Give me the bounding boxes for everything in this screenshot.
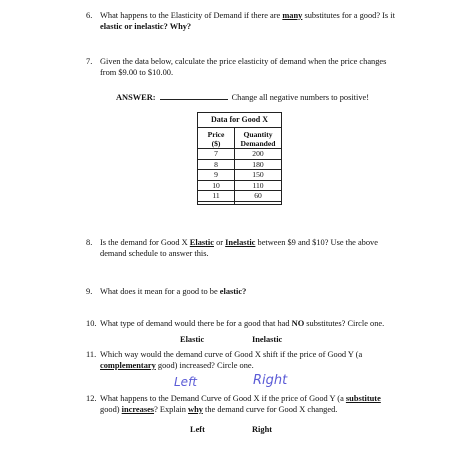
q9-emphasis: elastic? xyxy=(219,287,247,296)
table-row xyxy=(198,159,282,170)
q11-emphasis: complementary xyxy=(100,361,156,370)
question-9 xyxy=(86,286,246,297)
q10-emphasis: NO xyxy=(291,319,305,328)
q11-line1: Which way would the demand curve of Good X shift if the price of Good Y (a xyxy=(100,350,363,359)
q6-text-post: substitutes for a good? Is it xyxy=(302,11,395,20)
cell-qty: 60 xyxy=(235,191,282,202)
answer-blank[interactable] xyxy=(160,91,228,100)
header-quantity-line1: Quantity xyxy=(243,130,273,139)
q8-text-post: between $9 and $10? Use the above xyxy=(255,238,378,247)
q6-line2: elastic or inelastic? Why? xyxy=(100,22,192,31)
table-row-spacer xyxy=(198,201,282,204)
header-price-line1: Price xyxy=(207,130,225,139)
q12-number: 12. xyxy=(86,394,97,403)
q7-number: 7. xyxy=(86,57,93,66)
q6-emphasis: many xyxy=(282,11,303,20)
q7-line1: Given the data below, calculate the price elasticity of demand when the price changes xyxy=(100,57,387,66)
q8-inelastic: Inelastic xyxy=(225,238,256,247)
q10-choice-inelastic[interactable]: Inelastic xyxy=(252,335,283,344)
cell-qty: 150 xyxy=(235,170,282,181)
q6-text-pre: What happens to the Elasticity of Demand if there are xyxy=(100,11,283,20)
q8-number: 8. xyxy=(86,238,93,247)
header-quantity-line2: Demanded xyxy=(240,139,276,148)
handwritten-right: Right xyxy=(253,373,288,388)
question-11 xyxy=(86,349,362,371)
q8-elastic: Elastic xyxy=(189,238,214,247)
q12-emphasis: substitute xyxy=(345,394,381,403)
header-price xyxy=(198,128,235,149)
cell-price: 11 xyxy=(198,191,235,202)
table-row xyxy=(198,191,282,202)
question-7 xyxy=(86,56,386,78)
table-title: Data for Good X xyxy=(197,112,282,127)
q12-choice-left[interactable]: Left xyxy=(190,425,205,434)
question-6 xyxy=(86,10,395,32)
cell-qty: 110 xyxy=(235,180,282,191)
demand-table xyxy=(197,127,282,205)
header-price-line2: ($) xyxy=(211,139,221,148)
question-8 xyxy=(86,237,378,259)
q10-text-post: substitutes? Circle one. xyxy=(304,319,385,328)
q12-l2-post: the demand curve for Good X changed. xyxy=(202,405,338,414)
cell-price: 9 xyxy=(198,170,235,181)
q10-number: 10. xyxy=(86,319,97,328)
table-header-row xyxy=(198,128,282,149)
q12-l2-mid: ? Explain xyxy=(154,405,189,414)
q12-emphasis-2: increases xyxy=(121,405,155,414)
q11-text-post: good) increased? Circle one. xyxy=(155,361,254,370)
q8-line2: demand schedule to answer this. xyxy=(100,249,209,258)
handwritten-left: Left xyxy=(174,375,197,389)
q9-number: 9. xyxy=(86,287,93,296)
header-quantity xyxy=(235,128,282,149)
answer-note: Change all negative numbers to positive! xyxy=(231,93,370,102)
cell-qty: 200 xyxy=(235,149,282,160)
data-table xyxy=(197,112,282,205)
q10-choice-elastic[interactable]: Elastic xyxy=(180,335,205,344)
question-12 xyxy=(86,393,381,415)
cell-price: 10 xyxy=(198,180,235,191)
q10-text-pre: What type of demand would there be for a good that had xyxy=(100,319,292,328)
q8-text-pre: Is the demand for Good X xyxy=(100,238,190,247)
q12-l2-pre: good) xyxy=(100,405,122,414)
q8-or: or xyxy=(213,238,226,247)
q11-number: 11. xyxy=(86,350,97,359)
table-row xyxy=(198,170,282,181)
q6-number: 6. xyxy=(86,11,93,20)
q7-line2: from $9.00 to $10.00. xyxy=(100,68,174,77)
table-row xyxy=(198,180,282,191)
cell-empty xyxy=(198,201,235,204)
cell-qty: 180 xyxy=(235,159,282,170)
q12-text-pre: What happens to the Demand Curve of Good X if the price of Good Y (a xyxy=(100,394,346,403)
cell-price: 8 xyxy=(198,159,235,170)
q12-emphasis-3: why xyxy=(188,405,203,414)
answer-row xyxy=(116,91,369,102)
question-10 xyxy=(86,318,384,329)
cell-empty xyxy=(235,201,282,204)
q9-text-pre: What does it mean for a good to be xyxy=(100,287,220,296)
table-row xyxy=(198,149,282,160)
q12-choice-right[interactable]: Right xyxy=(252,425,273,434)
answer-label: ANSWER: xyxy=(116,93,156,102)
cell-price: 7 xyxy=(198,149,235,160)
